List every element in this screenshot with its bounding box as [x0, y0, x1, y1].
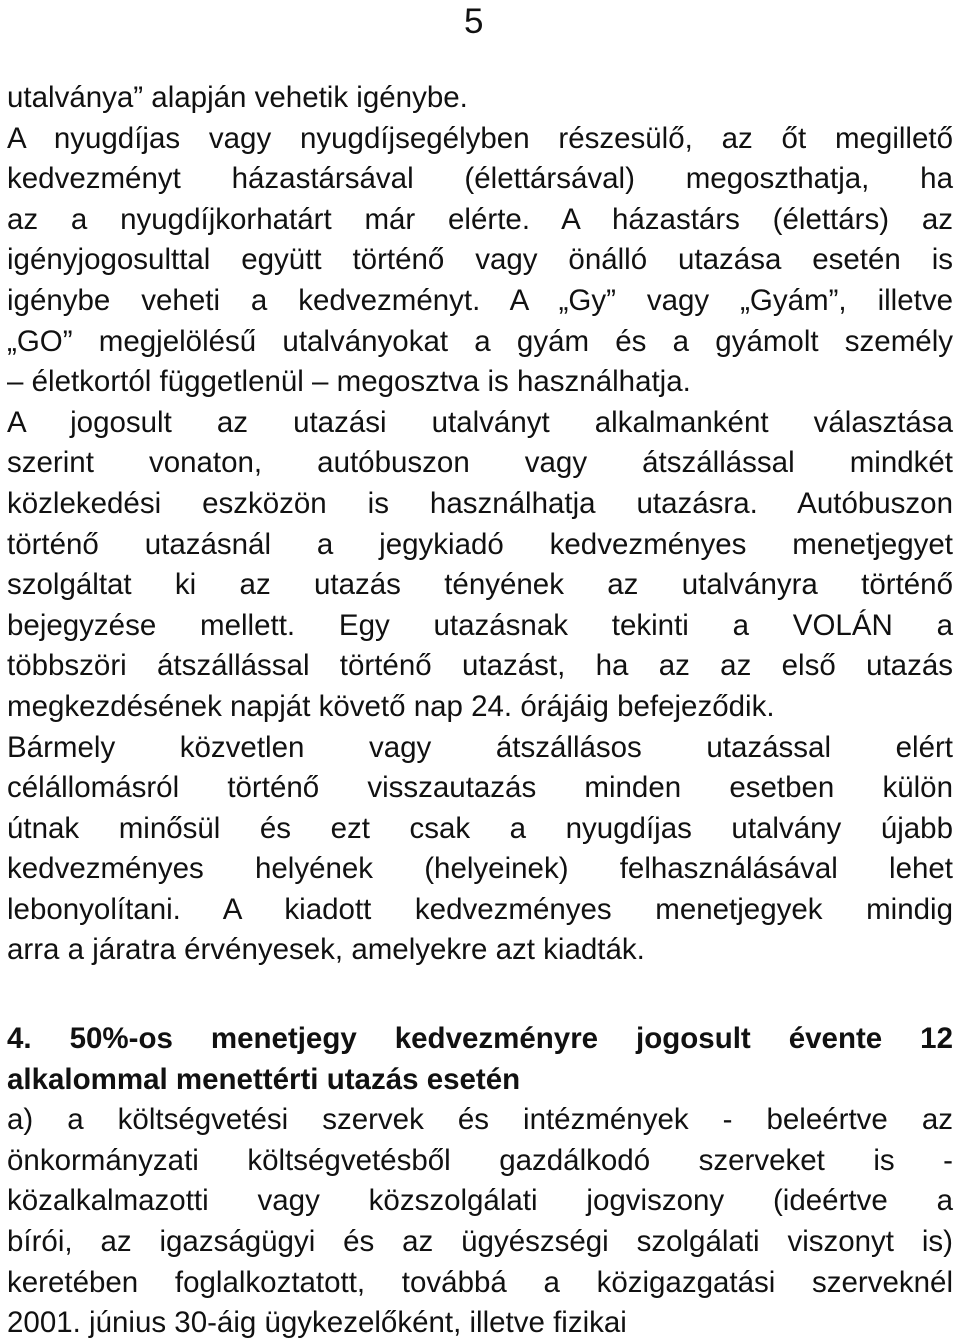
text-line: – életkortól függetlenül – megosztva is használhatja.: [7, 365, 691, 399]
text-line: igénybe veheti a kedvezményt. A „Gy” vagy „Gyám”, illetve: [7, 283, 953, 317]
paragraph-1: [7, 78, 953, 971]
text-line: az a nyugdíjkorhatárt már elérte. A házastárs (élettárs) az: [7, 202, 953, 236]
page-number: 5: [464, 2, 484, 41]
text-line: 2001. június 30-áig ügykezelőként, illetve fizikai: [7, 1306, 627, 1340]
text-line: szerint vonaton, autóbuszon vagy átszállással mindkét: [7, 446, 953, 480]
section-4-body: [7, 1100, 953, 1344]
section-4-heading: [7, 1019, 953, 1100]
text-line: közlekedési eszközön is használhatja utazásra. Autóbuszon: [7, 486, 953, 520]
text-line: kedvezményt házastársával (élettársával) megoszthatja, ha: [7, 162, 953, 196]
heading-line: alkalommal menettérti utazás esetén: [7, 1062, 521, 1096]
text-line: keretében foglalkoztatott, továbbá a közigazgatási szerveknél: [7, 1265, 953, 1299]
text-line: megkezdésének napját követő nap 24. órájáig befejeződik.: [7, 689, 775, 723]
text-line: útnak minősül és ezt csak a nyugdíjas utalvány újabb: [7, 811, 953, 845]
text-line: szolgáltat ki az utazás tényének az utalványra történő: [7, 568, 953, 602]
text-line: közalkalmazotti vagy közszolgálati jogviszony (ideértve a: [7, 1184, 953, 1218]
text-line: bejegyzése mellett. Egy utazásnak tekinti a VOLÁN a: [7, 608, 953, 642]
text-line: a) a költségvetési szervek és intézmények - beleértve az: [7, 1103, 953, 1137]
document-body: [7, 78, 953, 1344]
text-line: történő utazásnál a jegykiadó kedvezményes menetjegyet: [7, 527, 953, 561]
text-line: lebonyolítani. A kiadott kedvezményes menetjegyek mindig: [7, 892, 953, 926]
text-line: önkormányzati költségvetésből gazdálkodó szerveket is -: [7, 1143, 953, 1177]
text-line: „GO” megjelölésű utalványokat a gyám és a gyámolt személy: [7, 324, 953, 358]
text-line: utalványa” alapján vehetik igénybe.: [7, 81, 468, 114]
text-line: bírói, az igazságügyi és az ügyészségi szolgálati viszonyt is): [7, 1225, 953, 1259]
text-line: A nyugdíjas vagy nyugdíjsegélyben részesülő, az őt megillető: [7, 121, 953, 155]
section-gap: [7, 971, 953, 1019]
text-line: arra a járatra érvényesek, amelyekre azt kiadták.: [7, 933, 645, 967]
text-line: Bármely közvetlen vagy átszállásos utazással elért: [7, 730, 953, 764]
text-line: A jogosult az utazási utalványt alkalmanként választása: [7, 405, 953, 439]
text-line: igényjogosulttal együtt történő vagy önálló utazása esetén is: [7, 243, 953, 277]
text-line: célállomásról történő visszautazás minden esetben külön: [7, 771, 953, 805]
heading-line: 4. 50%-os menetjegy kedvezményre jogosult évente 12: [7, 1022, 953, 1056]
text-line: többszöri átszállással történő utazást, ha az az első utazás: [7, 649, 953, 683]
text-line: kedvezményes helyének (helyeinek) felhasználásával lehet: [7, 852, 953, 886]
